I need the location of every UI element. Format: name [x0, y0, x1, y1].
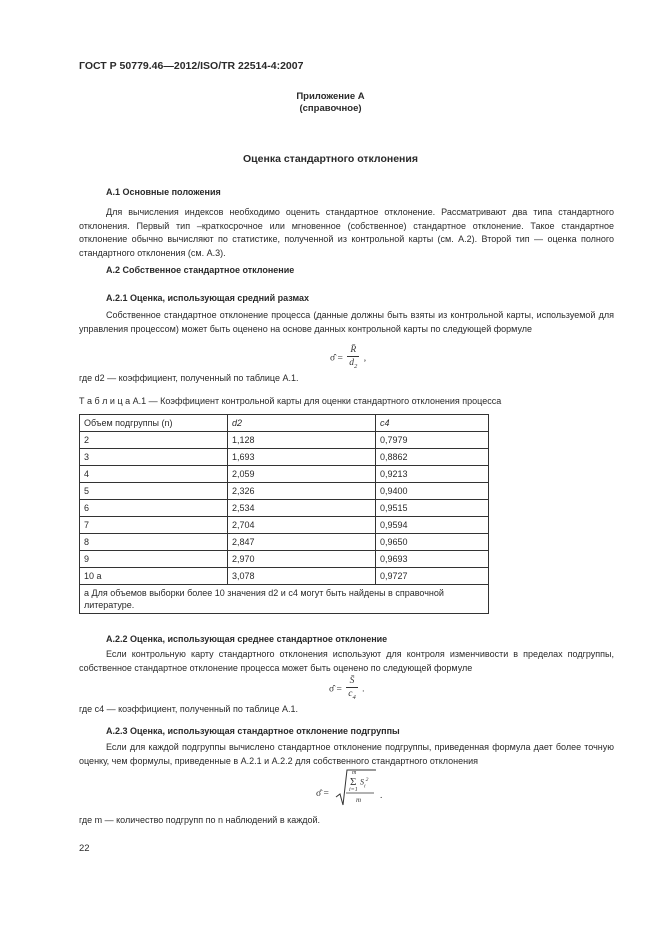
document-header: ГОСТ Р 50779.46—2012/ISO/TR 22514-4:2007 — [79, 60, 304, 72]
table-row — [80, 568, 489, 585]
table-cell: 9 — [80, 551, 228, 568]
section-a22-heading: А.2.2 Оценка, использующая среднее стандартное отклонение — [106, 634, 388, 644]
table-row — [80, 432, 489, 449]
table-row — [80, 534, 489, 551]
table-cell: 1,693 — [228, 449, 376, 466]
table-cell: 10 а — [80, 568, 228, 585]
section-a1-text: Для вычисления индексов необходимо оценить стандартное отклонение. Рассматривают два типа стандартного отклонения. Первый тип –краткосрочное или мгновенное (собственное) стандартное отклонение. Такое стандартное отклонение обычно вычисляют по статистике, полученной из контрольной карты (см. А.2). Второй тип — оценка полного стандартного отклонения (см. А.3). — [79, 207, 614, 258]
table-row — [80, 517, 489, 534]
table-footnote-row — [80, 585, 489, 614]
appendix-title: Приложение А — [296, 91, 365, 102]
main-title: Оценка стандартного отклонения — [243, 153, 418, 165]
section-a23-text: Если для каждой подгруппы вычислено стандартное отклонение подгруппы, приведенная формула дает более точную оценку, чем формулы, приведенные в А.2.1 и А.2.2 для собственного стандартного отклонения — [79, 742, 614, 766]
appendix-heading — [0, 91, 661, 115]
section-a2-heading: А.2 Собственное стандартное отклонение — [106, 265, 295, 275]
coefficient-table — [79, 414, 489, 614]
section-a21-text: Собственное стандартное отклонение процесса (данные должны быть взяты из контрольной карты, используемой для управления процессом) может быть оценено на основе данных контрольной карты по следующей формуле — [79, 310, 614, 334]
table-header-cell: c4 — [376, 415, 489, 432]
table-cell: 7 — [80, 517, 228, 534]
section-a22-where: где c4 — коэффициент, полученный по таблице А.1. — [79, 704, 298, 714]
table-header-cell: d2 — [228, 415, 376, 432]
table-cell: 2,059 — [228, 466, 376, 483]
table-header-cell: Объем подгруппы (n) — [80, 415, 228, 432]
page-number: 22 — [79, 843, 90, 854]
table-cell: 2,847 — [228, 534, 376, 551]
table-cell: 2,704 — [228, 517, 376, 534]
table-footnote: а Для объемов выборки более 10 значения d2 и c4 могут быть найдены в справочной литературе. — [80, 585, 489, 614]
table-cell: 8 — [80, 534, 228, 551]
table-cell: 0,9400 — [376, 483, 489, 500]
table-cell: 2 — [80, 432, 228, 449]
table-cell: 6 — [80, 500, 228, 517]
table-header-row — [80, 415, 489, 432]
table-cell: 0,9727 — [376, 568, 489, 585]
table-cell: 0,9693 — [376, 551, 489, 568]
table-cell: 2,970 — [228, 551, 376, 568]
table-cell: 5 — [80, 483, 228, 500]
section-a21-heading: А.2.1 Оценка, использующая средний размах — [106, 293, 310, 303]
section-a22-text: Если контрольную карту стандартного отклонения используют для контроля изменчивости в пределах подгруппы, собственное стандартное отклонение процесса может быть оценено по следующей формуле — [79, 649, 614, 673]
table-cell: 0,8862 — [376, 449, 489, 466]
table-cell: 2,534 — [228, 500, 376, 517]
formula-std: σ̂ = $\frac{S̄}{c_4}$ . — [329, 676, 365, 701]
table-cell: 3 — [80, 449, 228, 466]
table-row — [80, 449, 489, 466]
table-cell: 0,9515 — [376, 500, 489, 517]
table-cell: 3,078 — [228, 568, 376, 585]
table-cell: 2,326 — [228, 483, 376, 500]
formula-subgroup: σ̂ = m Σ $S_i^2$ i=1 m . — [316, 767, 386, 807]
table-cell: 0,9594 — [376, 517, 489, 534]
table-row — [80, 500, 489, 517]
table-cell: 0,9650 — [376, 534, 489, 551]
table-cell: 4 — [80, 466, 228, 483]
table-row — [80, 551, 489, 568]
section-a23-heading: А.2.3 Оценка, использующая стандартное отклонение подгруппы — [106, 726, 400, 736]
section-a21-where: где d2 — коэффициент, полученный по таблице А.1. — [79, 373, 299, 383]
table-row — [80, 466, 489, 483]
table-cell: 0,7979 — [376, 432, 489, 449]
appendix-subtitle: (справочное) — [299, 103, 362, 114]
formula-range: σ̂ = $\frac{R̄}{d_2}$ , — [330, 345, 367, 370]
table-row — [80, 483, 489, 500]
table-cell: 0,9213 — [376, 466, 489, 483]
table-caption: Т а б л и ц а А.1 — Коэффициент контрольной карты для оценки стандартного отклонения процесса — [79, 396, 502, 406]
table-cell: 1,128 — [228, 432, 376, 449]
section-a1-heading: А.1 Основные положения — [106, 187, 221, 197]
section-a23-where: где m — количество подгрупп по n наблюдений в каждой. — [79, 815, 321, 825]
